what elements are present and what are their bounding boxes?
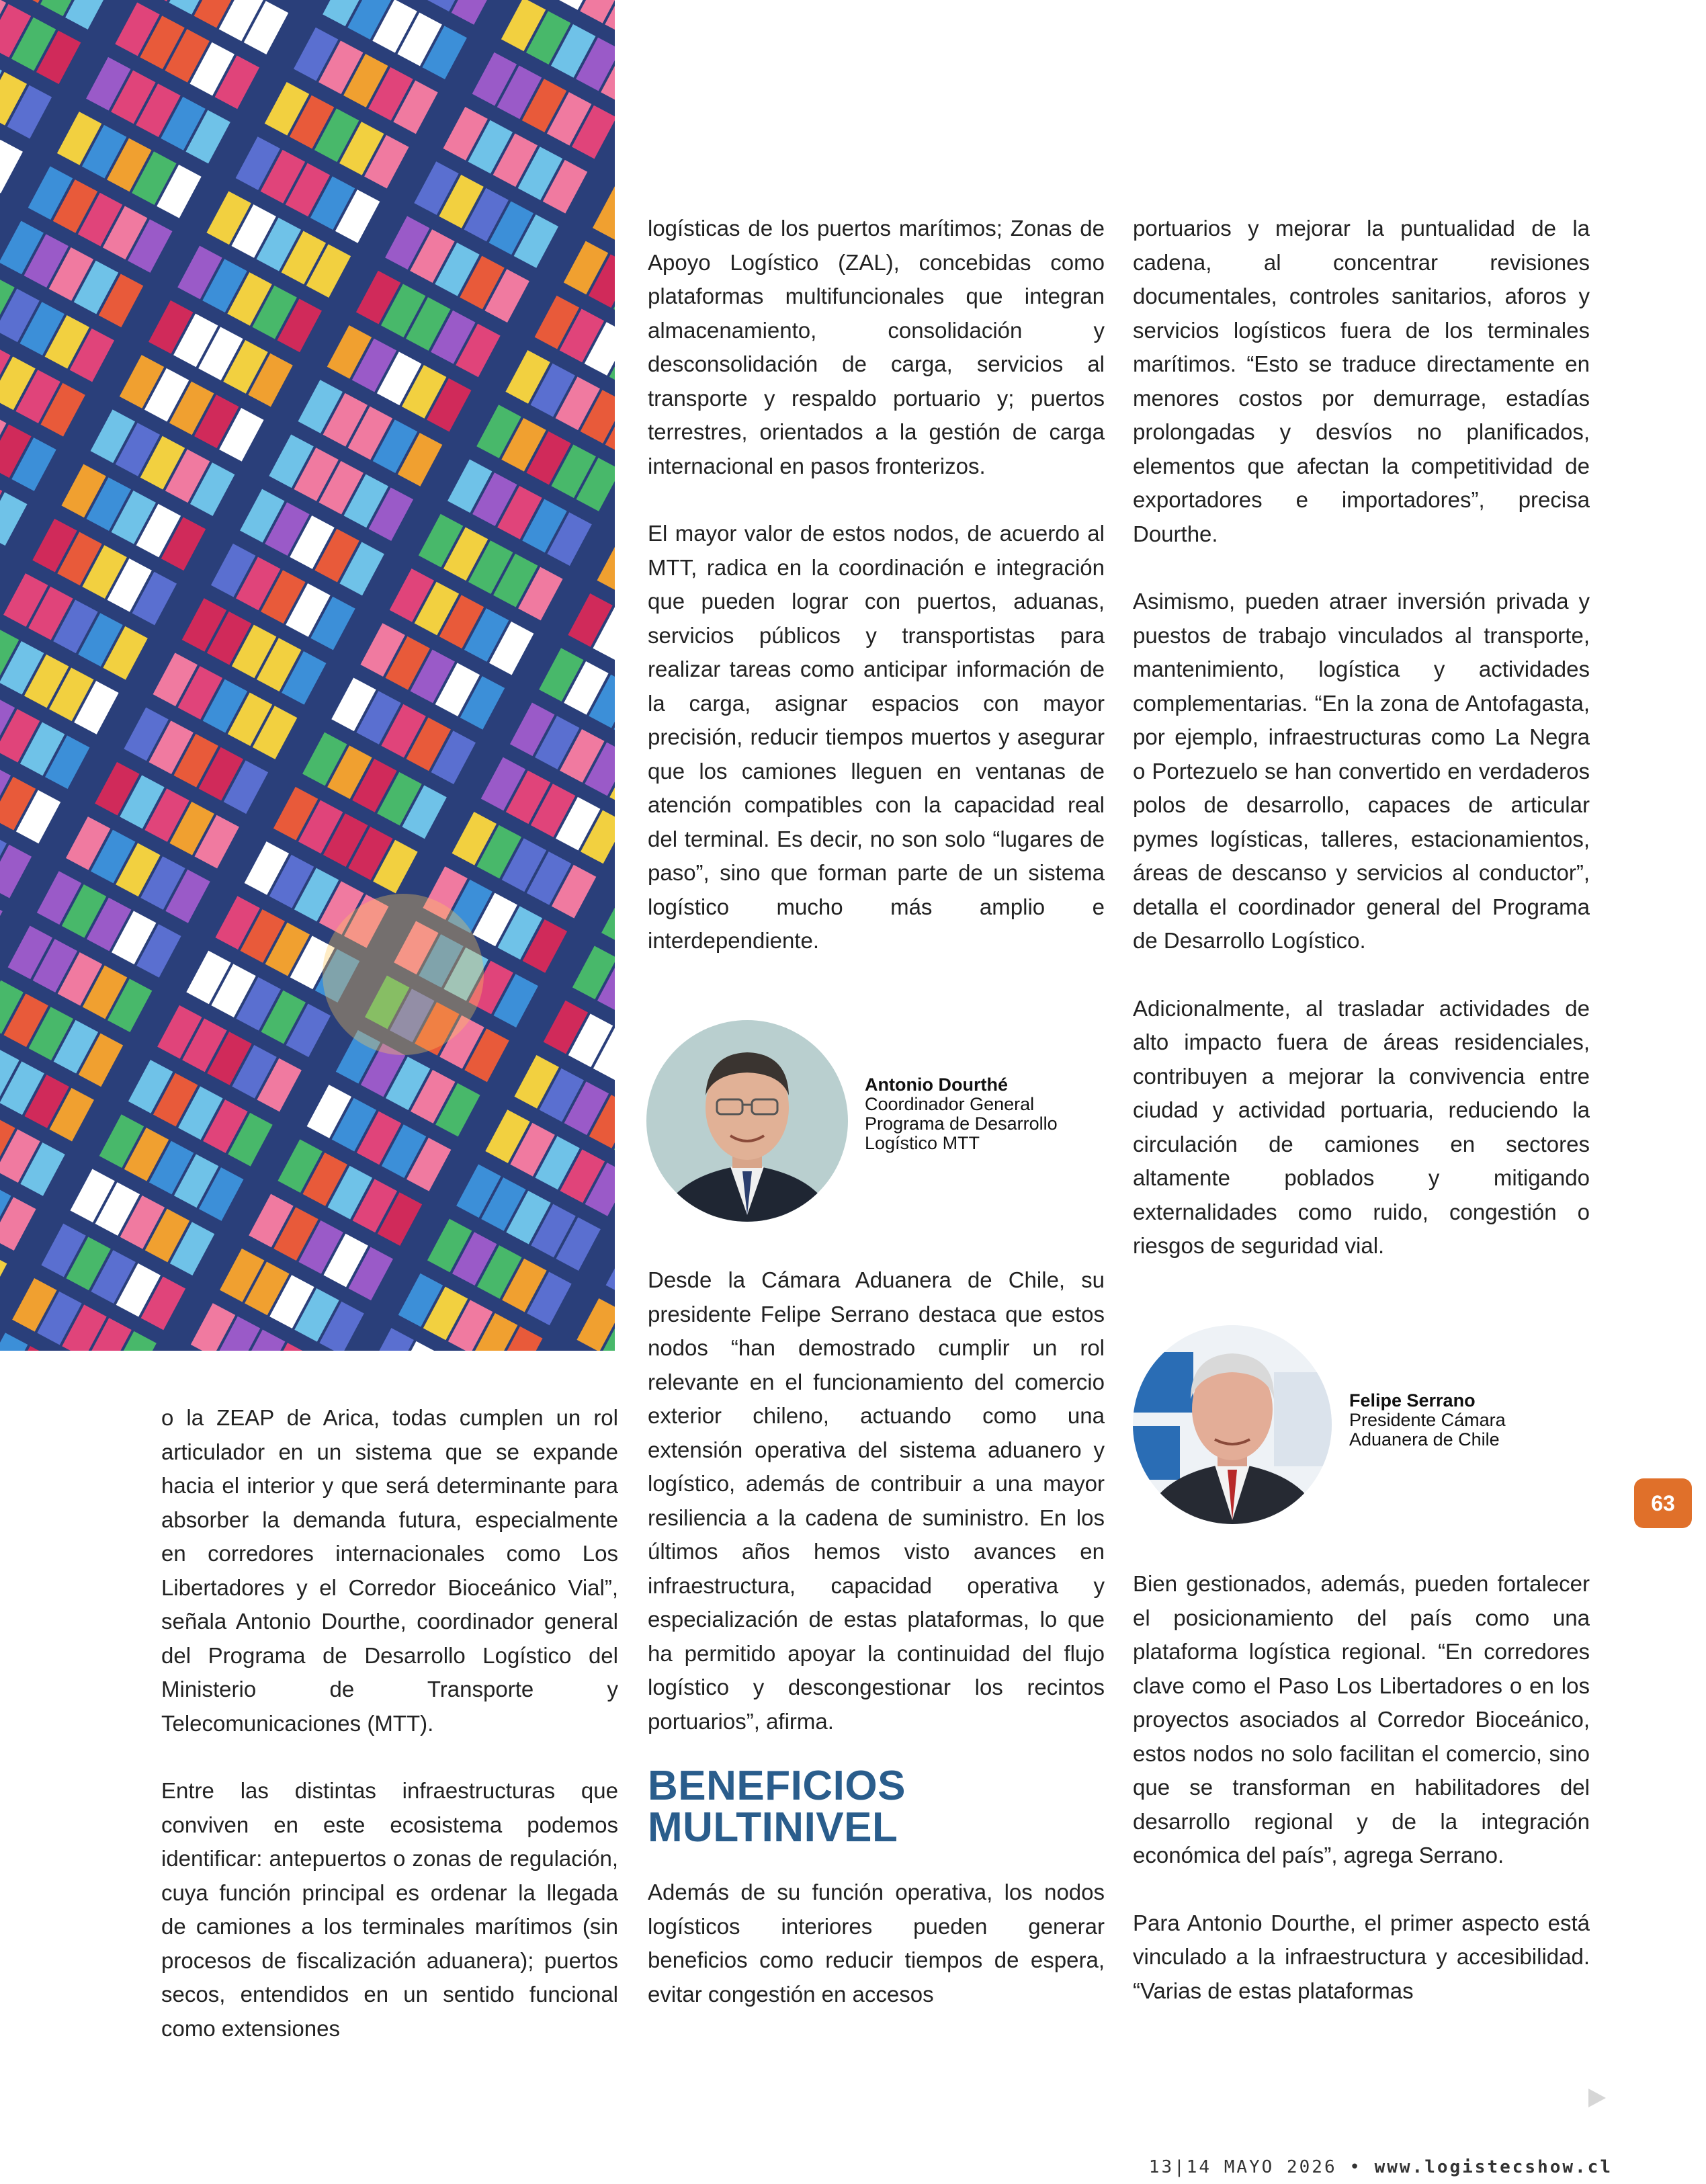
footer-website: www.logistecshow.cl: [1374, 2157, 1613, 2177]
paragraph: portuarios y mejorar la puntualidad de la cadena, al concentrar revisiones documentales, controles sanitarios, aforos y servicios logísticos fuera de los terminales marítimos. “Esto se traduce directamente en menores costos por demurrage, estadías prolongadas y desvíos no planificados, elementos que afectan la competitividad de exportadores e importadores”, precisa Dourthe.: [1133, 216, 1590, 546]
paragraph: o la ZEAP de Arica, todas cumplen un rol articulador en un sistema que se expande hacia el interior y que será determinante para absorber la demanda futura, especialmente en corredores internacionales como Los Libertadores y el Corredor Bioceánico Vial”, señala Antonio Dourthe, coordinador general del Programa de Desarrollo Logístico del Ministerio de Transporte y Telecomunicaciones (MTT).: [161, 1405, 618, 1736]
profile-title: Presidente Cámara: [1349, 1410, 1506, 1430]
paragraph: logísticas de los puertos marítimos; Zonas de Apoyo Logístico (ZAL), concebidas como plataformas multifuncionales que integran almacenamiento, consolidación y desconsolidación de carga, servicios al transporte y respaldo portuario y; puertos terrestres, orientados a la gestión de carga internacional en pasos fronterizos.: [648, 216, 1105, 478]
profile-title: Programa de Desarrollo: [865, 1114, 1058, 1134]
antonio-dourthe-portrait: [646, 1020, 848, 1222]
article-column-1: [161, 1401, 618, 2046]
heading-line: BENEFICIOS: [648, 1763, 906, 1809]
next-arrow-icon: [1586, 2087, 1609, 2109]
footer: [1142, 2157, 1613, 2184]
footer-separator: •: [1349, 2157, 1362, 2177]
profile-title: Logístico MTT: [865, 1133, 980, 1153]
person-portrait-icon: [1133, 1325, 1332, 1524]
article-column-3-top: [1133, 212, 1590, 1263]
paragraph: Bien gestionados, además, pueden fortalecer el posicionamiento del país como una plataforma logística regional. “En corredores clave como el Paso Los Libertadores o en los proyectos asociados al Corredor Bioceánico, estos nodos no solo facilitan el comercio, sino que se transforman en habilitadores del desarrollo regional y de la integración económica del país”, agrega Serrano.: [1133, 1571, 1590, 1867]
footer-dates: 13|14 MAYO 2026: [1148, 2157, 1337, 2177]
paragraph: Entre las distintas infraestructuras que conviven en este ecosistema podemos identificar: antepuertos o zonas de regulación, cuya función principal es ordenar la llegada de camiones a los terminales marítimos (sin procesos de fiscalización aduanera); puertos secos, entendidos en un sentido funcional como extensiones: [161, 1778, 618, 2041]
section-heading: [648, 1765, 1105, 1849]
container-port-aerial-photo: [0, 0, 615, 1351]
profile-title: Aduanera de Chile: [1349, 1429, 1500, 1450]
heading-line: MULTINIVEL: [648, 1804, 898, 1851]
page-number-badge: 63: [1634, 1478, 1692, 1528]
article-column-2-bottom: [648, 1263, 1105, 2011]
profile-name: Felipe Serrano: [1349, 1390, 1476, 1411]
article-column-3-bottom: [1133, 1567, 1590, 2008]
paragraph: Asimismo, pueden atraer inversión privada y puestos de trabajo vinculados al transporte, mantenimiento, logística y actividades complementarias. “En la zona de Antofagasta, por ejemplo, infraestructuras como La Negra o Portezuelo se han convertido en verdaderos polos de desarrollo, capaces de articular pymes logísticas, talleres, estacionamientos, áreas de descanso y servicios al conductor”, detalla el coordinador general del Programa de Desarrollo Logístico.: [1133, 589, 1590, 953]
felipe-serrano-caption: [1349, 1391, 1506, 1450]
person-portrait-icon: [646, 1020, 848, 1222]
antonio-dourthe-caption: [865, 1075, 1058, 1153]
profile-name: Antonio Dourthé: [865, 1075, 1008, 1095]
article-column-2-top: [648, 212, 1105, 958]
profile-title: Coordinador General: [865, 1094, 1035, 1114]
felipe-serrano-portrait: [1133, 1325, 1332, 1524]
paragraph: Además de su función operativa, los nodos logísticos interiores pueden generar beneficios como reducir tiempos de espera, evitar congestión en accesos: [648, 1880, 1105, 2007]
paragraph: Para Antonio Dourthe, el primer aspecto está vinculado a la infraestructura y accesibilidad. “Varias de estas plataformas: [1133, 1910, 1590, 2003]
paragraph: Desde la Cámara Aduanera de Chile, su presidente Felipe Serrano destaca que estos nodos “han demostrado cumplir un rol relevante en el funcionamiento del comercio exterior chileno, actuando como una extensión operativa del sistema aduanero y logístico, además de contribuir a una mayor resiliencia a la cadena de suministro. En los últimos años hemos visto avances en infraestructura, capacidad operativa y especialización de estas plataformas, lo que ha permitido apoyar la continuidad del flujo logístico y descongestionar los recintos portuarios”, afirma.: [648, 1267, 1105, 1734]
paragraph: El mayor valor de estos nodos, de acuerdo al MTT, radica en la coordinación e integración que pueden lograr con puertos, aduanas, servicios públicos y transportistas para realizar tareas como anticipar información de la carga, asignar espacios con mayor precisión, reducir tiempos muertos y asegurar que los camiones lleguen en ventanas de atención compatibles con la capacidad real del terminal. Es decir, no son solo “lugares de paso”, sino que forman parte de un sistema logístico mucho más amplio e interdependiente.: [648, 521, 1105, 953]
paragraph: Adicionalmente, al trasladar actividades de alto impacto fuera de áreas residenciales, contribuyen a mejorar la convivencia entre ciudad y actividad portuaria, reduciendo la circulación de camiones en sectores altamente poblados y mitigando externalidades como ruido, congestión o riesgos de seguridad vial.: [1133, 995, 1590, 1258]
container-port-photo: [0, 0, 615, 1351]
